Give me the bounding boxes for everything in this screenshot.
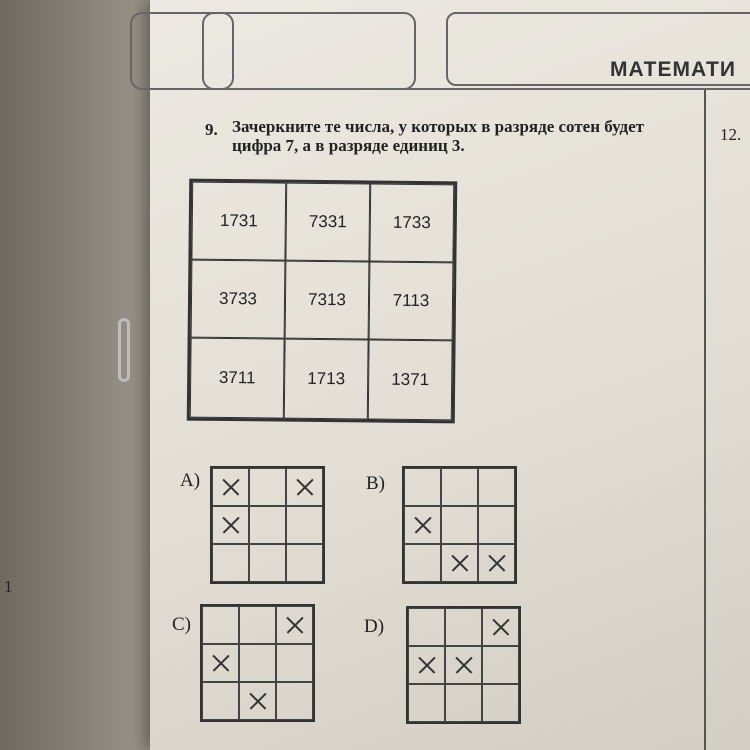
number-cell[interactable]: 1713 [284, 339, 369, 420]
task-number: 9. [205, 120, 218, 139]
header-divider [180, 88, 750, 90]
empty-cell [239, 644, 276, 682]
next-task-number: 12. [720, 125, 742, 144]
crossed-cell [478, 544, 515, 582]
option-c-grid[interactable] [200, 604, 315, 722]
empty-cell [249, 506, 286, 544]
empty-cell [408, 608, 445, 646]
empty-cell [286, 506, 323, 544]
subject-title: МАТЕМАТИ [610, 58, 736, 81]
crossed-cell [202, 644, 239, 682]
empty-cell [239, 606, 276, 644]
left-page-number: 1 [4, 577, 13, 596]
empty-cell [441, 506, 478, 544]
crossed-cell [482, 608, 519, 646]
task-text: Зачеркните те числа, у которых в разряде сотен будет цифра 7, а в разряде единиц 3. [232, 117, 645, 155]
empty-cell [445, 684, 482, 722]
empty-cell [404, 544, 441, 582]
background-left-page [0, 0, 170, 750]
crossed-cell [212, 506, 249, 544]
empty-cell [478, 468, 515, 506]
option-a-grid[interactable] [210, 466, 325, 584]
number-cell[interactable]: 1733 [369, 183, 454, 262]
number-cell[interactable]: 7313 [285, 261, 370, 340]
number-cell[interactable]: 1371 [368, 339, 453, 420]
crossed-cell [276, 606, 313, 644]
empty-cell [482, 684, 519, 722]
empty-cell [478, 506, 515, 544]
column-divider [704, 90, 706, 750]
number-cell[interactable]: 1731 [191, 182, 286, 261]
empty-cell [441, 468, 478, 506]
crossed-cell [445, 646, 482, 684]
crossed-cell [212, 468, 249, 506]
empty-cell [249, 544, 286, 582]
number-cell[interactable]: 7113 [369, 261, 454, 340]
option-b-label: B) [366, 473, 385, 494]
empty-cell [445, 608, 482, 646]
option-d-grid[interactable] [406, 606, 521, 724]
crossed-cell [404, 506, 441, 544]
option-a-label: A) [180, 470, 201, 491]
option-c-label: C) [172, 614, 191, 635]
empty-cell [286, 544, 323, 582]
empty-cell [202, 682, 239, 720]
option-d-label: D) [364, 616, 385, 637]
number-cell[interactable]: 3711 [190, 338, 285, 419]
worksheet-page [150, 0, 750, 750]
number-grid [187, 179, 458, 424]
empty-cell [276, 644, 313, 682]
empty-cell [249, 468, 286, 506]
header-box-middle [202, 12, 416, 90]
empty-cell [202, 606, 239, 644]
empty-cell [482, 646, 519, 684]
staple-clip [118, 318, 130, 382]
crossed-cell [286, 468, 323, 506]
option-b-grid[interactable] [402, 466, 517, 584]
number-cell[interactable]: 7331 [285, 183, 370, 262]
empty-cell [408, 684, 445, 722]
number-cell[interactable]: 3733 [191, 260, 286, 339]
crossed-cell [239, 682, 276, 720]
crossed-cell [408, 646, 445, 684]
empty-cell [276, 682, 313, 720]
empty-cell [212, 544, 249, 582]
crossed-cell [441, 544, 478, 582]
empty-cell [404, 468, 441, 506]
